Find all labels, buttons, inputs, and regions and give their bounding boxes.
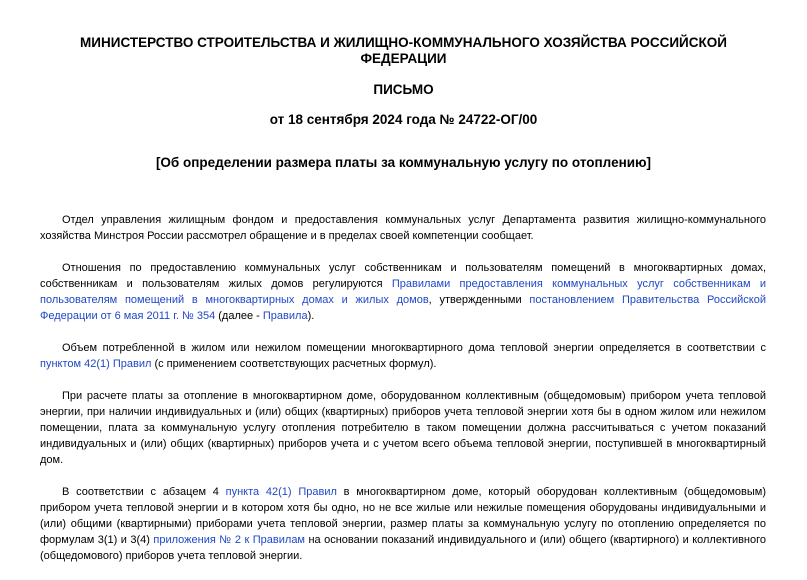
ministry-name: МИНИСТЕРСТВО СТРОИТЕЛЬСТВА И ЖИЛИЩНО-КОММУНАЛЬНОГО ХОЗЯЙСТВА РОССИЙСКОЙ ФЕДЕРАЦИИ [80, 35, 727, 66]
paragraph-3 [40, 340, 766, 372]
paragraph-2-text-4: ). [307, 310, 315, 322]
link-rules[interactable]: Правила [262, 310, 308, 322]
document-body [40, 212, 766, 580]
document-type: ПИСЬМО [373, 82, 434, 97]
paragraph-3-text-1: Объем потребленной в жилом или нежилом помещении многоквартирного дома тепловой энергии определяется в соответствии с [62, 342, 766, 354]
paragraph-4-text: При расчете платы за отопление в многоквартирном доме, оборудованном коллективным (общедомовым) прибором учета тепловой энергии, при наличии индивидуальных и (или) общих (квартирных) приборов учета тепловой энергии хотя бы в одном жилом или нежилом помещении, плата за коммунальную услугу отопления потребителю в таком помещении должна рассчитываться с учетом показаний индивидуальных и (или) общих (квартирных) приборов учета и с учетом всего объема тепловой энергии, поступившей в многоквартирный дом. [40, 390, 766, 466]
paragraph-5-text-2: в многоквартирном доме, который оборудован коллективным (общедомовым) прибором учета тепловой энергии и в котором хотя бы одно, но не все жилые или нежилые помещения оборудованы индивидуальными и (или) общими (квартирными) приборами учета тепловой энергии, размер платы за коммунальную услугу по отоплению определяется по формулам 3(1) и 3(4) [40, 486, 766, 546]
link-rules-title[interactable]: Правилами предоставления коммунальных услуг собственникам и пользователям помещений в многоквартирных домах и жилых домов [40, 278, 767, 306]
paragraph-1 [40, 212, 766, 244]
link-appendix-2[interactable]: приложения № 2 к Правилам [153, 534, 305, 546]
paragraph-5-text-3: на основании показаний индивидуального и (или) общего (квартирного) и коллективного (общедомового) приборов учета тепловой энергии. [40, 534, 767, 562]
paragraph-3-text-2: (с применением соответствующих расчетных формул). [151, 358, 437, 370]
paragraph-1-text: Отдел управления жилищным фондом и предоставления коммунальных услуг Департамента развития жилищно-коммунального хозяйства Минстроя России рассмотрел обращение и в пределах своей компетенции сообщает. [40, 214, 766, 242]
paragraph-2-text-3: (далее - [215, 310, 263, 322]
paragraph-2-text-2: , утвержденными [428, 294, 530, 306]
paragraph-4 [40, 388, 766, 468]
paragraph-5 [40, 484, 766, 564]
document-date-number: от 18 сентября 2024 года № 24722-ОГ/00 [269, 112, 538, 127]
link-clause-42-1[interactable]: пунктом 42(1) Правил [40, 358, 152, 370]
link-clause-42-1-rules[interactable]: пункта 42(1) Правил [225, 486, 337, 498]
paragraph-2 [40, 260, 766, 324]
document-title: [Об определении размера платы за коммунальную услугу по отоплению] [155, 155, 652, 170]
paragraph-2-text-1: Отношения по предоставлению коммунальных услуг собственникам и пользователям помещений в многоквартирных домах, собственникам и пользователям жилых домов регулируются [40, 262, 766, 290]
paragraph-5-text-1: В соответствии с абзацем 4 [62, 486, 226, 498]
link-government-resolution[interactable]: постановлением Правительства Российской Федерации от 6 мая 2011 г. № 354 [40, 294, 766, 322]
